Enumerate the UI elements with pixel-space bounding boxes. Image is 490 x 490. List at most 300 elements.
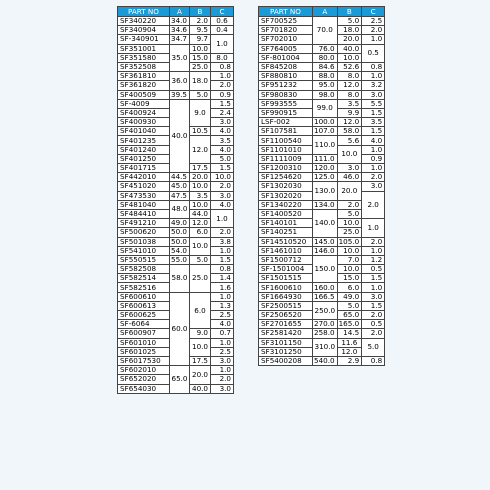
table-row bbox=[259, 62, 385, 71]
part-no-cell: SF1302030 bbox=[259, 182, 313, 191]
a-cell: 40.0 bbox=[170, 99, 190, 173]
b-cell: 3.0 bbox=[337, 164, 362, 173]
part-no-cell: SF600610 bbox=[118, 292, 170, 301]
c-cell: 3.0 bbox=[211, 118, 234, 127]
c-cell: 1.6 bbox=[211, 283, 234, 292]
header-a: A bbox=[313, 7, 338, 17]
c-cell: 3.0 bbox=[362, 182, 385, 191]
part-no-cell: SF1461010 bbox=[259, 246, 313, 255]
b-cell: 5.0 bbox=[337, 301, 362, 310]
table-row bbox=[259, 81, 385, 90]
b-cell: 65.0 bbox=[337, 311, 362, 320]
b-cell: 5.0 bbox=[190, 90, 211, 99]
a-cell: 130.0 bbox=[313, 182, 338, 200]
part-no-cell: SF340220 bbox=[118, 17, 170, 26]
c-cell: 4.0 bbox=[211, 127, 234, 136]
header-part-no: PART NO bbox=[118, 7, 170, 17]
a-cell: 111.0 bbox=[313, 154, 338, 163]
table-row bbox=[259, 99, 385, 108]
header-a: A bbox=[170, 7, 190, 17]
part-no-cell: SF654030 bbox=[118, 384, 170, 393]
c-cell: 2.0 bbox=[211, 375, 234, 384]
c-cell: 3.0 bbox=[211, 356, 234, 365]
a-cell: 95.0 bbox=[313, 81, 338, 90]
c-cell: 4.0 bbox=[211, 320, 234, 329]
part-no-cell: SF993555 bbox=[259, 99, 313, 108]
table-row bbox=[259, 338, 385, 347]
b-cell: 12.0 bbox=[190, 219, 211, 228]
part-no-cell: LSF-002 bbox=[259, 118, 313, 127]
b-cell: 18.0 bbox=[190, 72, 211, 90]
b-cell: 20.0 bbox=[337, 182, 362, 200]
b-cell: 6.0 bbox=[190, 292, 211, 329]
part-no-cell: SF-340901 bbox=[118, 35, 170, 44]
part-no-cell: SF701820 bbox=[259, 26, 313, 35]
a-cell: 110.0 bbox=[313, 136, 338, 154]
b-cell: 5.0 bbox=[337, 209, 362, 218]
b-cell: 20.0 bbox=[190, 173, 211, 182]
table-row bbox=[259, 356, 385, 365]
c-cell: 0.9 bbox=[362, 154, 385, 163]
part-no-cell: SF14510520 bbox=[259, 237, 313, 246]
table-row bbox=[118, 237, 234, 246]
c-cell: 2.0 bbox=[211, 228, 234, 237]
part-no-cell: SF1101010 bbox=[259, 145, 313, 154]
a-cell: 166.5 bbox=[313, 292, 338, 301]
c-cell: 1.5 bbox=[211, 99, 234, 108]
a-cell: 107.0 bbox=[313, 127, 338, 136]
table-row bbox=[259, 44, 385, 53]
table-row bbox=[118, 366, 234, 375]
c-cell: 0.5 bbox=[362, 265, 385, 274]
c-cell: 5.5 bbox=[362, 99, 385, 108]
c-cell: 1.0 bbox=[211, 35, 234, 53]
parts-table-right bbox=[258, 6, 385, 366]
table-row bbox=[118, 17, 234, 26]
c-cell: 1.0 bbox=[211, 338, 234, 347]
c-cell: 5.0 bbox=[211, 154, 234, 163]
table-row bbox=[118, 246, 234, 255]
part-no-cell: SF451020 bbox=[118, 182, 170, 191]
c-cell: 4.0 bbox=[211, 200, 234, 209]
part-no-cell: SF1400520 bbox=[259, 209, 313, 218]
a-cell: 49.0 bbox=[170, 219, 190, 228]
parts-table-left bbox=[117, 6, 234, 394]
part-no-cell: SF401715 bbox=[118, 164, 170, 173]
a-cell: 34.7 bbox=[170, 35, 190, 44]
b-cell: 49.0 bbox=[337, 292, 362, 301]
b-cell: 58.0 bbox=[337, 127, 362, 136]
part-no-cell: SF1340220 bbox=[259, 200, 313, 209]
part-no-cell: SF5400208 bbox=[259, 356, 313, 365]
c-cell: 1.0 bbox=[211, 366, 234, 375]
part-no-cell: SF541010 bbox=[118, 246, 170, 255]
c-cell: 1.0 bbox=[362, 219, 385, 237]
table-row bbox=[259, 292, 385, 301]
c-cell: 2.0 bbox=[211, 182, 234, 191]
b-cell: 11.6 bbox=[337, 338, 362, 347]
part-no-cell: SF600613 bbox=[118, 301, 170, 310]
table-row bbox=[118, 200, 234, 209]
b-cell: 9.5 bbox=[190, 26, 211, 35]
table-row bbox=[259, 182, 385, 191]
c-cell: 2.0 bbox=[362, 173, 385, 182]
table-row bbox=[118, 90, 234, 99]
b-cell: 15.0 bbox=[190, 53, 211, 62]
c-cell: 1.5 bbox=[211, 255, 234, 264]
b-cell: 5.6 bbox=[337, 136, 362, 145]
table-row bbox=[118, 191, 234, 200]
c-cell: 2.0 bbox=[362, 26, 385, 35]
table-row bbox=[118, 26, 234, 35]
a-cell: 140.0 bbox=[313, 209, 338, 237]
a-cell: 60.0 bbox=[170, 292, 190, 366]
part-no-cell: SF601025 bbox=[118, 347, 170, 356]
a-cell: 70.0 bbox=[313, 17, 338, 45]
b-cell: 9.0 bbox=[190, 99, 211, 127]
part-no-cell: SF764005 bbox=[259, 44, 313, 53]
part-no-cell: SF400930 bbox=[118, 118, 170, 127]
c-cell: 0.7 bbox=[211, 329, 234, 338]
b-cell: 14.5 bbox=[337, 329, 362, 338]
c-cell: 1.0 bbox=[362, 72, 385, 81]
b-cell: 10.0 bbox=[190, 44, 211, 53]
table-row bbox=[118, 99, 234, 108]
b-cell: 10.0 bbox=[190, 237, 211, 255]
part-no-cell: SF400924 bbox=[118, 108, 170, 117]
c-cell: 0.8 bbox=[362, 356, 385, 365]
parts-catalog bbox=[0, 6, 490, 486]
b-cell: 12.0 bbox=[337, 118, 362, 127]
part-no-cell: SF401250 bbox=[118, 154, 170, 163]
header-b: B bbox=[337, 7, 362, 17]
part-no-cell: SF600625 bbox=[118, 311, 170, 320]
c-cell: 3.2 bbox=[362, 81, 385, 90]
part-no-cell: SF1600610 bbox=[259, 283, 313, 292]
b-cell: 3.5 bbox=[190, 191, 211, 200]
c-cell: 3.8 bbox=[211, 237, 234, 246]
a-cell: 35.0 bbox=[170, 44, 190, 72]
part-no-cell: SF2581420 bbox=[259, 329, 313, 338]
c-cell: 1.2 bbox=[362, 255, 385, 264]
part-no-cell: SF601010 bbox=[118, 338, 170, 347]
part-no-cell: SF351580 bbox=[118, 53, 170, 62]
c-cell: 1.0 bbox=[362, 145, 385, 154]
part-no-cell: SF3101250 bbox=[259, 347, 313, 356]
table-row bbox=[259, 237, 385, 246]
table-row bbox=[259, 154, 385, 163]
part-no-cell: SF352508 bbox=[118, 62, 170, 71]
part-no-cell: SF473530 bbox=[118, 191, 170, 200]
part-no-cell: SF401235 bbox=[118, 136, 170, 145]
c-cell: 1.0 bbox=[211, 72, 234, 81]
a-cell: 540.0 bbox=[313, 356, 338, 365]
a-cell: 34.0 bbox=[170, 17, 190, 26]
b-cell: 25.0 bbox=[190, 62, 211, 71]
table-row bbox=[118, 255, 234, 264]
b-cell: 9.7 bbox=[190, 35, 211, 44]
b-cell: 20.0 bbox=[190, 366, 211, 384]
table-row bbox=[118, 173, 234, 182]
b-cell: 44.0 bbox=[190, 209, 211, 218]
table-row bbox=[259, 173, 385, 182]
a-cell: 65.0 bbox=[170, 366, 190, 394]
part-no-cell: SF481040 bbox=[118, 200, 170, 209]
b-cell: 2.0 bbox=[337, 200, 362, 209]
a-cell: 160.0 bbox=[313, 283, 338, 292]
b-cell: 10.0 bbox=[190, 338, 211, 356]
a-cell: 99.0 bbox=[313, 99, 338, 117]
b-cell: 2.0 bbox=[190, 17, 211, 26]
part-no-cell: SF951232 bbox=[259, 81, 313, 90]
table-row bbox=[118, 265, 234, 274]
c-cell: 1.0 bbox=[362, 35, 385, 44]
b-cell: 10.5 bbox=[190, 127, 211, 136]
c-cell: 1.5 bbox=[362, 301, 385, 310]
c-cell: 4.0 bbox=[362, 136, 385, 145]
c-cell: 1.0 bbox=[362, 164, 385, 173]
b-cell: 10.0 bbox=[190, 200, 211, 209]
a-cell: 80.0 bbox=[313, 53, 338, 62]
c-cell: 3.0 bbox=[211, 384, 234, 393]
part-no-cell: SF491210 bbox=[118, 219, 170, 228]
b-cell: 10.0 bbox=[337, 246, 362, 255]
part-no-cell: SF582516 bbox=[118, 283, 170, 292]
part-no-cell: SF845208 bbox=[259, 62, 313, 71]
c-cell: 2.0 bbox=[362, 237, 385, 246]
part-no-cell: SF880810 bbox=[259, 72, 313, 81]
c-cell: 1.5 bbox=[362, 127, 385, 136]
part-no-cell: SF-801004 bbox=[259, 53, 313, 62]
part-no-cell: SF1111009 bbox=[259, 154, 313, 163]
c-cell: 1.5 bbox=[362, 108, 385, 117]
b-cell: 12.0 bbox=[337, 347, 362, 356]
part-no-cell: SF3101150 bbox=[259, 338, 313, 347]
table-row bbox=[118, 228, 234, 237]
c-cell: 10.0 bbox=[211, 173, 234, 182]
c-cell: 3.0 bbox=[362, 292, 385, 301]
c-cell: 1.0 bbox=[362, 283, 385, 292]
b-cell: 7.0 bbox=[337, 255, 362, 264]
a-cell: 50.0 bbox=[170, 228, 190, 237]
b-cell: 15.0 bbox=[337, 274, 362, 283]
table-row bbox=[118, 182, 234, 191]
c-cell: 8.0 bbox=[211, 53, 234, 62]
table-row bbox=[118, 72, 234, 81]
c-cell: 2.0 bbox=[211, 81, 234, 90]
b-cell: 5.0 bbox=[337, 17, 362, 26]
b-cell: 10.0 bbox=[337, 265, 362, 274]
c-cell: 0.8 bbox=[211, 265, 234, 274]
a-cell: 98.0 bbox=[313, 90, 338, 99]
b-cell: 10.0 bbox=[337, 145, 362, 163]
a-cell: 36.0 bbox=[170, 72, 190, 90]
part-no-cell: SF-6064 bbox=[118, 320, 170, 329]
table-row bbox=[259, 329, 385, 338]
part-no-cell: SF-4009 bbox=[118, 99, 170, 108]
part-no-cell: SF702010 bbox=[259, 35, 313, 44]
c-cell: 3.5 bbox=[211, 136, 234, 145]
part-no-cell: SF361810 bbox=[118, 72, 170, 81]
part-no-cell: SF652020 bbox=[118, 375, 170, 384]
a-cell: 100.0 bbox=[313, 118, 338, 127]
c-cell: 5.0 bbox=[362, 338, 385, 356]
part-no-cell: SF600907 bbox=[118, 329, 170, 338]
header-c: C bbox=[211, 7, 234, 17]
a-cell: 125.0 bbox=[313, 173, 338, 182]
table-row bbox=[259, 136, 385, 145]
a-cell: 146.0 bbox=[313, 246, 338, 255]
a-cell: 55.0 bbox=[170, 255, 190, 264]
b-cell: 12.0 bbox=[190, 136, 211, 164]
b-cell: 10.0 bbox=[337, 53, 362, 62]
b-cell: 20.0 bbox=[337, 35, 362, 44]
b-cell: 8.0 bbox=[337, 90, 362, 99]
a-cell: 50.0 bbox=[170, 237, 190, 246]
part-no-cell: SF602010 bbox=[118, 366, 170, 375]
c-cell: 0.6 bbox=[211, 17, 234, 26]
part-no-cell: SF2701655 bbox=[259, 320, 313, 329]
part-no-cell: SF107581 bbox=[259, 127, 313, 136]
header-c: C bbox=[362, 7, 385, 17]
b-cell: 9.0 bbox=[190, 329, 211, 338]
part-no-cell: SF140101 bbox=[259, 219, 313, 228]
a-cell: 44.5 bbox=[170, 173, 190, 182]
table-row bbox=[259, 127, 385, 136]
part-no-cell: SF990915 bbox=[259, 108, 313, 117]
a-cell: 45.0 bbox=[170, 182, 190, 191]
part-no-cell: SF484410 bbox=[118, 209, 170, 218]
part-no-cell: SF500620 bbox=[118, 228, 170, 237]
b-cell: 17.5 bbox=[190, 356, 211, 365]
part-no-cell: SF401240 bbox=[118, 145, 170, 154]
b-cell: 9.9 bbox=[337, 108, 362, 117]
part-no-cell: SF401040 bbox=[118, 127, 170, 136]
c-cell: 1.5 bbox=[211, 164, 234, 173]
table-row bbox=[259, 72, 385, 81]
b-cell: 52.6 bbox=[337, 62, 362, 71]
a-cell: 150.0 bbox=[313, 255, 338, 283]
part-no-cell: SF1664930 bbox=[259, 292, 313, 301]
part-no-cell: SF1501515 bbox=[259, 274, 313, 283]
part-no-cell: SF442010 bbox=[118, 173, 170, 182]
a-cell: 58.0 bbox=[170, 265, 190, 293]
part-no-cell: SF6017530 bbox=[118, 356, 170, 365]
table-row bbox=[259, 118, 385, 127]
table-row bbox=[259, 17, 385, 26]
header-part-no: PART NO bbox=[259, 7, 313, 17]
b-cell: 105.0 bbox=[337, 237, 362, 246]
b-cell: 46.0 bbox=[337, 173, 362, 182]
part-no-cell: SF1302020 bbox=[259, 191, 313, 200]
table-row bbox=[259, 255, 385, 264]
part-no-cell: SF340904 bbox=[118, 26, 170, 35]
b-cell: 25.0 bbox=[190, 265, 211, 293]
a-cell: 84.6 bbox=[313, 62, 338, 71]
a-cell: 48.0 bbox=[170, 200, 190, 218]
c-cell: 1.0 bbox=[211, 292, 234, 301]
table-row bbox=[259, 320, 385, 329]
c-cell: 0.8 bbox=[211, 62, 234, 71]
b-cell: 18.0 bbox=[337, 26, 362, 35]
a-cell: 134.0 bbox=[313, 200, 338, 209]
a-cell: 258.0 bbox=[313, 329, 338, 338]
part-no-cell: SF700525 bbox=[259, 17, 313, 26]
table-header-row bbox=[118, 7, 234, 17]
header-b: B bbox=[190, 7, 211, 17]
c-cell: 1.4 bbox=[211, 274, 234, 283]
b-cell: 17.5 bbox=[190, 164, 211, 173]
a-cell: 39.5 bbox=[170, 90, 190, 99]
b-cell: 5.0 bbox=[190, 255, 211, 264]
c-cell: 2.0 bbox=[362, 191, 385, 219]
c-cell: 4.0 bbox=[211, 145, 234, 154]
a-cell: 34.6 bbox=[170, 26, 190, 35]
a-cell: 270.0 bbox=[313, 320, 338, 329]
table-row bbox=[259, 301, 385, 310]
c-cell: 0.9 bbox=[211, 90, 234, 99]
b-cell: 10.0 bbox=[190, 182, 211, 191]
a-cell: 76.0 bbox=[313, 44, 338, 53]
b-cell: 3.5 bbox=[337, 99, 362, 108]
part-no-cell: SF2506520 bbox=[259, 311, 313, 320]
b-cell: 2.9 bbox=[337, 356, 362, 365]
c-cell: 1.0 bbox=[211, 246, 234, 255]
a-cell: 145.0 bbox=[313, 237, 338, 246]
c-cell: 2.0 bbox=[362, 329, 385, 338]
c-cell: 2.5 bbox=[211, 347, 234, 356]
table-row bbox=[259, 246, 385, 255]
part-no-cell: SF1254620 bbox=[259, 173, 313, 182]
c-cell: 2.0 bbox=[362, 311, 385, 320]
c-cell: 3.5 bbox=[362, 118, 385, 127]
part-no-cell: SF400509 bbox=[118, 90, 170, 99]
part-no-cell: SF550515 bbox=[118, 255, 170, 264]
part-no-cell: SF582514 bbox=[118, 274, 170, 283]
b-cell: 40.0 bbox=[337, 44, 362, 53]
part-no-cell: SF501038 bbox=[118, 237, 170, 246]
a-cell: 88.0 bbox=[313, 72, 338, 81]
b-cell: 25.0 bbox=[337, 228, 362, 237]
part-no-cell: SF140251 bbox=[259, 228, 313, 237]
table-row bbox=[259, 164, 385, 173]
part-no-cell: SF351001 bbox=[118, 44, 170, 53]
table-row bbox=[259, 283, 385, 292]
c-cell: 0.8 bbox=[362, 62, 385, 71]
part-no-cell: SF361820 bbox=[118, 81, 170, 90]
c-cell: 1.3 bbox=[211, 301, 234, 310]
part-no-cell: SF582508 bbox=[118, 265, 170, 274]
c-cell: 2.4 bbox=[211, 108, 234, 117]
a-cell: 250.0 bbox=[313, 301, 338, 319]
part-no-cell: SF1500712 bbox=[259, 255, 313, 264]
b-cell: 40.0 bbox=[190, 384, 211, 393]
c-cell: 3.0 bbox=[362, 90, 385, 99]
a-cell: 47.5 bbox=[170, 191, 190, 200]
part-no-cell: SF2500515 bbox=[259, 301, 313, 310]
part-no-cell: SF-1501004 bbox=[259, 265, 313, 274]
a-cell: 310.0 bbox=[313, 338, 338, 356]
b-cell: 6.0 bbox=[337, 283, 362, 292]
c-cell: 0.5 bbox=[362, 320, 385, 329]
a-cell: 120.0 bbox=[313, 164, 338, 173]
c-cell: 3.0 bbox=[211, 191, 234, 200]
c-cell: 0.5 bbox=[362, 44, 385, 62]
c-cell: 1.0 bbox=[362, 246, 385, 255]
table-row bbox=[259, 90, 385, 99]
part-no-cell: SF980830 bbox=[259, 90, 313, 99]
part-no-cell: SF1100540 bbox=[259, 136, 313, 145]
